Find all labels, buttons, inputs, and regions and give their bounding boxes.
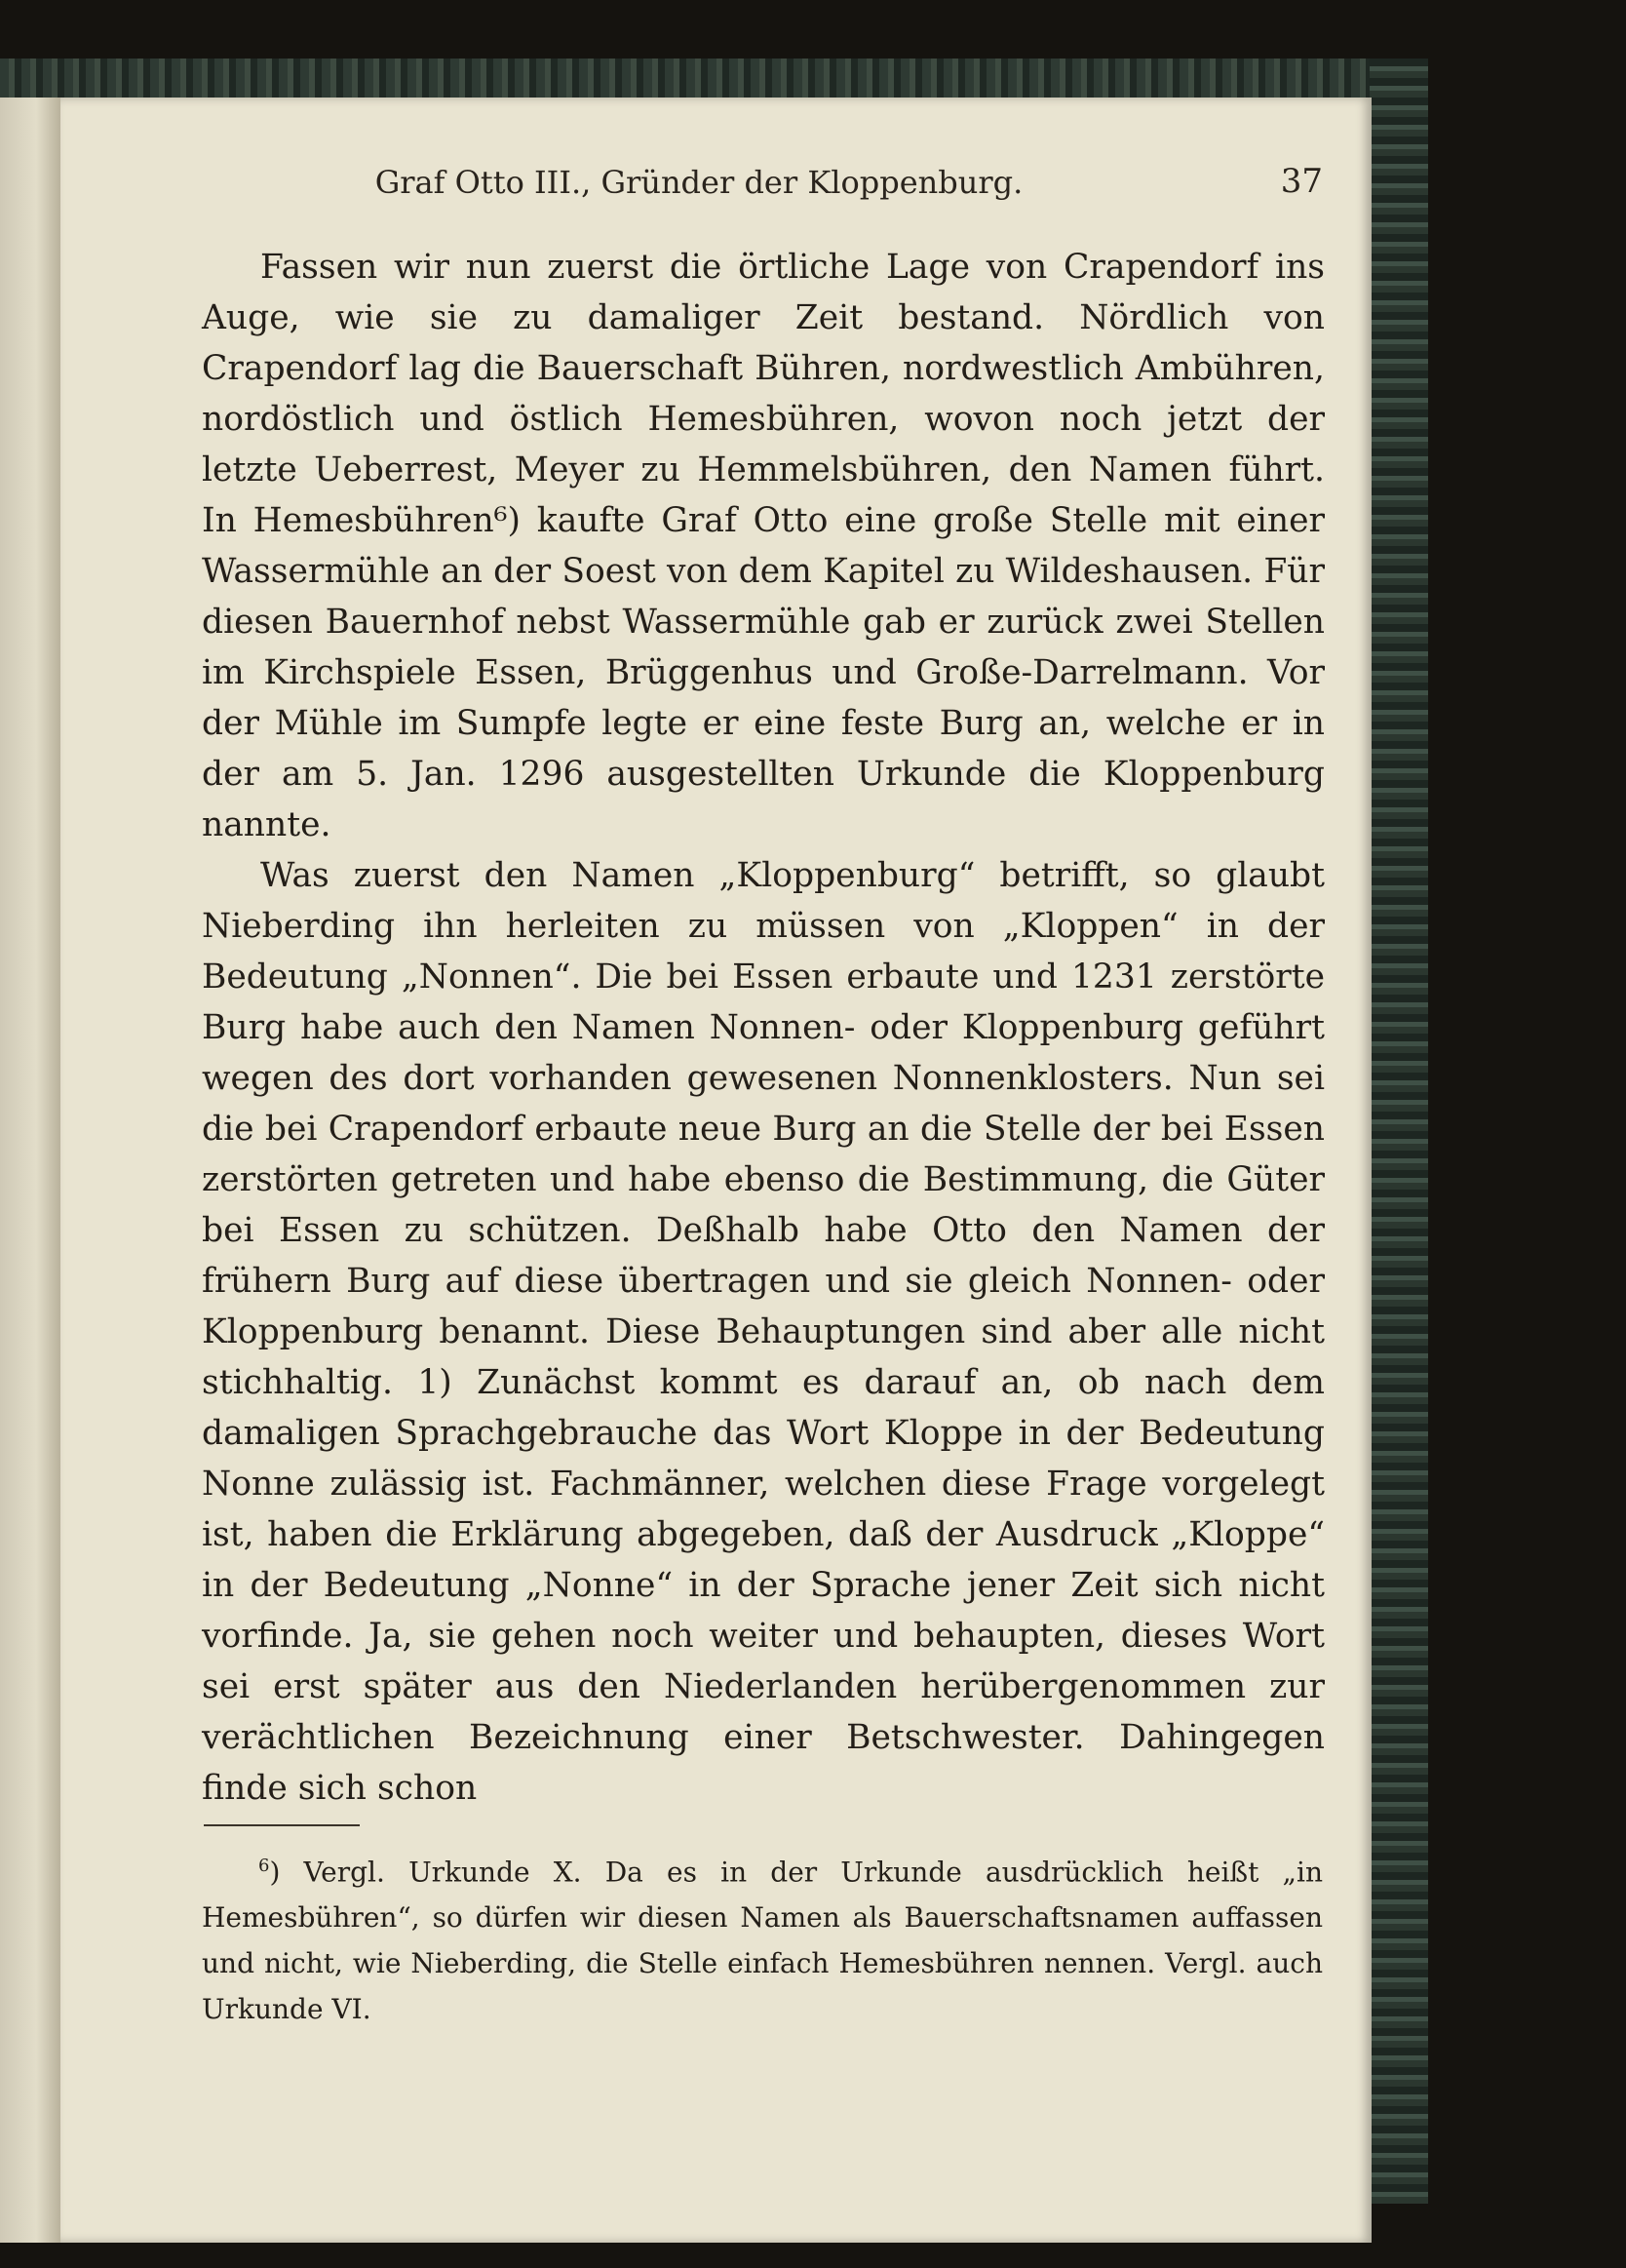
footnote-text: ) Vergl. Urkunde X. Da es in der Urkunde ausdrücklich heißt „in Hemesbühren“, so dürfen wir diesen Namen als Bauerschaftsnamen auffassen und nicht, wie Nieberding, die Stelle einfach Hemesbühren nennen. Vergl. auch Urkunde VI.: [202, 1856, 1323, 2026]
footnote-separator: [204, 1824, 360, 1826]
facing-page-edge: [0, 98, 60, 2243]
book-cover-right-edge: [1370, 59, 1428, 2204]
body-text: [202, 242, 1325, 1814]
running-head: Graf Otto III., Gründer der Kloppenburg.: [374, 164, 1024, 201]
book-page: [60, 98, 1372, 2243]
page-header: [192, 154, 1323, 213]
page-number: 37: [1280, 162, 1323, 201]
paragraph-crapendorf: Fassen wir nun zuerst die örtliche Lage von Crapendorf ins Auge, wie sie zu damaliger Zeit bestand. Nördlich von Crapendorf lag die Bauerschaft Bühren, nordwestlich Ambühren, nordöstlich und östlich Hemesbühren, wovon noch jetzt der letzte Ueberrest, Meyer zu Hemmelsbühren, den Namen führt. In Hemesbühren⁶) kaufte Graf Otto eine große Stelle mit einer Wassermühle an der Soest von dem Kapitel zu Wildeshausen. Für diesen Bauernhof nebst Wassermühle gab er zurück zwei Stellen im Kirchspiele Essen, Brüggenhus und Große-Darrelmann. Vor der Mühle im Sumpfe legte er eine feste Burg an, welche er in der am 5. Jan. 1296 ausgestellten Urkunde die Kloppenburg nannte.: [202, 248, 1325, 844]
footnote: [202, 1843, 1323, 2032]
paragraph-kloppenburg-name: Was zuerst den Namen „Kloppenburg“ betrifft, so glaubt Nieberding ihn herleiten zu müssen von „Kloppen“ in der Bedeutung „Nonnen“. Die bei Essen erbaute und 1231 zerstörte Burg habe auch den Namen Nonnen- oder Kloppenburg geführt wegen des dort vorhanden gewesenen Nonnenklosters. Nun sei die bei Crapendorf erbaute neue Burg an die Stelle der bei Essen zerstörten getreten und habe ebenso die Bestimmung, die Güter bei Essen zu schützen. Deßhalb habe Otto den Namen der frühern Burg auf diese übertragen und sie gleich Nonnen- oder Kloppenburg benannt. Diese Behauptungen sind aber alle nicht stichhaltig. 1) Zunächst kommt es darauf an, ob nach dem damaligen Sprachgebrauche das Wort Kloppe in der Bedeutung Nonne zulässig ist. Fachmänner, welchen diese Frage vorgelegt ist, haben die Erklärung abgegeben, daß der Ausdruck „Kloppe“ in der Bedeutung „Nonne“ in der Sprache jener Zeit sich nicht vorfinde. Ja, sie gehen noch weiter und behaupten, dieses Wort sei erst später aus den Niederlanden herübergenommen zur verächtlichen Bezeichnung einer Betschwester. Dahingegen finde sich schon: [202, 856, 1325, 1808]
footnote-marker: 6: [258, 1856, 270, 1876]
